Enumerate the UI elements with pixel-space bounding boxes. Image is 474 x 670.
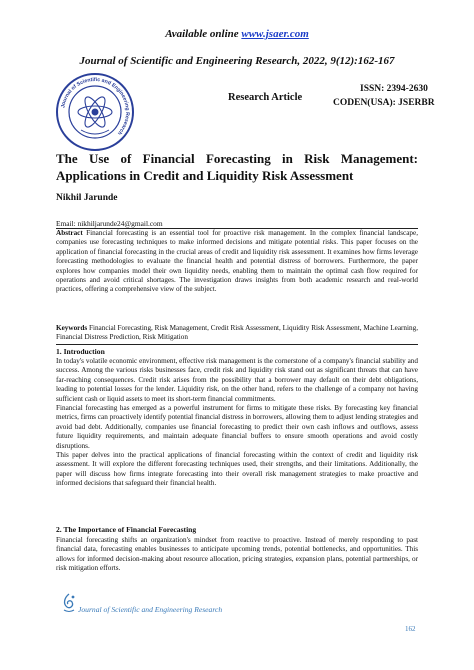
jsaer-flourish-icon — [58, 592, 80, 614]
article-type: Research Article — [228, 92, 303, 103]
journal-name: Journal of Scientific and Engineering Research — [79, 55, 298, 67]
abstract-label: Abstract — [56, 229, 83, 237]
journal-volume: , 2022, 9(12):162-167 — [297, 55, 395, 67]
author-email[interactable]: nikhiljarunde24@gmail.com — [77, 219, 163, 228]
section-2-body — [56, 536, 418, 574]
paper-title — [56, 150, 418, 184]
section-1-body — [56, 357, 418, 489]
title-line-2: Applications in Credit and Liquidity Risk Assessment — [56, 168, 354, 183]
page-number: 162 — [405, 625, 416, 633]
footer-logo — [58, 592, 80, 614]
title-line-1: The Use of Financial Forecasting in Risk Management: — [56, 151, 418, 166]
author-name: Nikhil Jarunde — [56, 193, 118, 203]
rule-bottom — [56, 344, 418, 345]
coden: CODEN(USA): JSERBR — [333, 98, 435, 108]
abstract-text: Financial forecasting is an essential tool for proactive risk management. In the complex financial landscape, companies use forecasting techniques to make informed decisions and mitigate potential risks. This paper focuses on the application of financial forecasting in the crucial areas of credit and liquidity risk assessment. It examines how firms leverage forecasting methodologies to evaluate the financial health and potential distress of borrowers. Furthermore, the paper explores how companies model their own liquidity needs, enabling them to maintain the optimal cash flow required for operations and avoid critical shortages. The investigation draws insights from both academic research and real-world practices, offering a comprehensive view of the subject. — [56, 229, 418, 294]
logo-ring-text: Journal of Scientific and Engineering Research — [60, 76, 131, 136]
keywords-text: Financial Forecasting, Risk Management, Credit Risk Assessment, Liquidity Risk Assessment, Machine Learning, Financial Distress Prediction, Risk Mitigation — [56, 324, 418, 342]
journal-logo — [55, 72, 135, 152]
section-2-heading: 2. The Importance of Financial Forecasting — [56, 525, 197, 534]
atom-logo-icon — [55, 72, 135, 152]
journal-citation — [0, 55, 474, 67]
keywords-label: Keywords — [56, 324, 88, 332]
section-1-heading: 1. Introduction — [56, 347, 105, 356]
section-1-paragraph-1: In today's volatile economic environment, effective risk management is the cornerstone of a company's financial stability and success. Among the various risks businesses face, credit risk and liquidity risk stand out as significant threats that can have far-reaching consequences. Credit risk arises from the possibility that a borrower may default on their debt obligations, leading to potential losses for the lender. Liquidity risk, on the other hand, refers to the challenge of a company not having sufficient cash or liquid assets to meet its short-term financial commitments. — [56, 357, 418, 403]
availability-line — [0, 28, 474, 40]
section-1-paragraph-3: This paper delves into the practical applications of financial forecasting within the context of credit and liquidity risk assessment. It will explore the different forecasting techniques used, their strengths, and their limitations. Additionally, the paper will discuss how firms integrate forecasting into their overall risk management strategies to make proactive and informed decisions that safeguard their financial health. — [56, 451, 418, 488]
abstract — [56, 229, 418, 295]
section-1-paragraph-2: Financial forecasting has emerged as a powerful instrument for firms to mitigate these risks. By forecasting key financial metrics, firms can proactively identify potential financial distress in borrowers, allowing them to adjust lending strategies and avoid bad debt. Additionally, companies use financial forecasting to predict their own cash inflows and outflows, assess future liquidity requirements, and maintain adequate financial buffers to ensure smooth operations and avoid costly disruptions. — [56, 404, 418, 450]
section-2-paragraph-1: Financial forecasting shifts an organization's mindset from reactive to proactive. Instead of merely responding to past financial data, forecasting enables businesses to anticipate upcoming trends, potential bottlenecks, and opportunities. This allows for informed decision-making about resource allocation, pricing strategies, expansion plans, potential partnerships, or risk mitigation efforts. — [56, 536, 418, 573]
issn: ISSN: 2394-2630 — [360, 84, 428, 94]
footer-journal-name: Journal of Scientific and Engineering Research — [78, 605, 223, 614]
keywords — [56, 324, 418, 343]
email-line — [56, 219, 163, 228]
journal-website-link[interactable]: www.jsaer.com — [241, 28, 309, 40]
email-label: Email: — [56, 219, 78, 228]
available-prefix: Available online — [165, 28, 242, 40]
